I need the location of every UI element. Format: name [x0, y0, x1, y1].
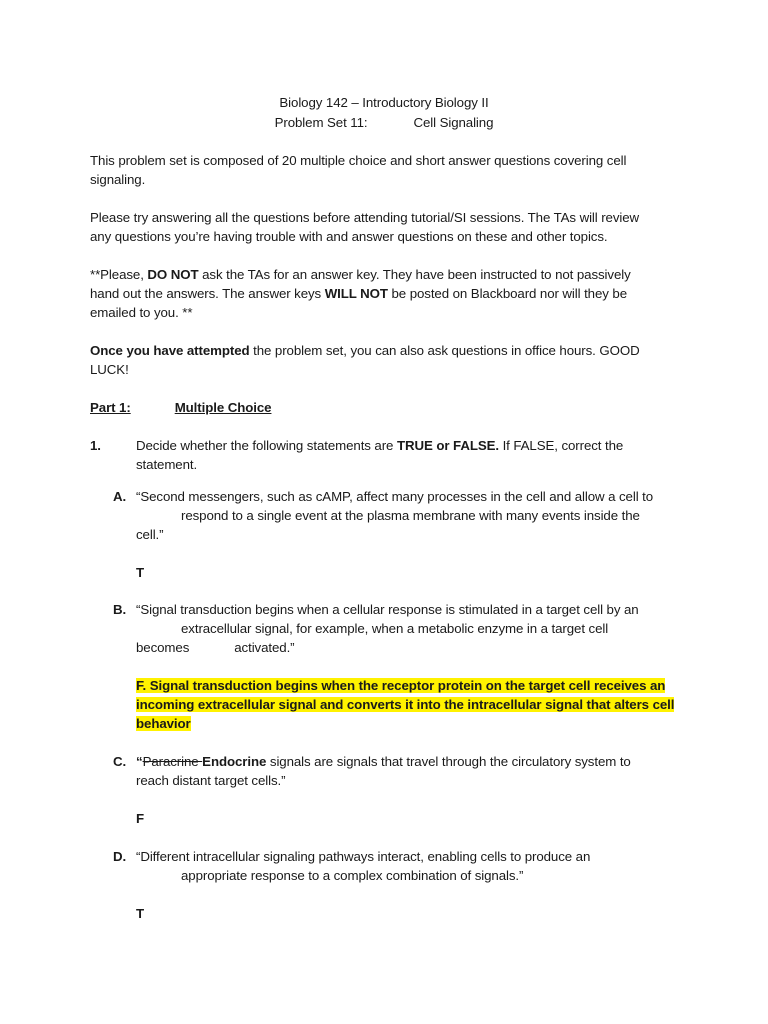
text-run: Decide whether the following statements are: [136, 438, 397, 453]
emphasis-once-attempted: Once you have attempted: [90, 343, 250, 358]
item-letter: B.: [113, 602, 127, 617]
course-title: Biology 142 – Introductory Biology II: [279, 95, 489, 110]
text-run: If FALSE, correct the: [498, 438, 624, 453]
item-b-answer-line-3: [136, 714, 191, 733]
item-c-line-2: reach distant target cells.”: [136, 773, 286, 788]
problem-set-title: [0, 113, 768, 132]
emphasis-will-not: WILL NOT: [324, 286, 388, 301]
item-a-line-3: cell.”: [136, 527, 164, 542]
intro-paragraph-2-line-1: Please try answering all the questions before attending tutorial/SI sessions. The TAs will review: [90, 210, 640, 225]
item-a-line-1: “Second messengers, such as cAMP, affect many processes in the cell and allow a cell to: [136, 489, 654, 504]
item-c-letter: [113, 752, 126, 771]
text-run: be posted on Blackboard nor will they be: [387, 286, 628, 301]
struck-text: Paracrine: [142, 754, 203, 769]
answer-text: T: [136, 906, 145, 921]
text-run: activated.”: [234, 640, 295, 655]
document-title: [0, 93, 768, 112]
highlighted-answer: F. Signal transduction begins when the receptor protein on the target cell receives an: [136, 678, 666, 693]
item-a-letter: [113, 487, 126, 506]
item-a-line-2: respond to a single event at the plasma membrane with many events inside the: [181, 508, 640, 523]
question-number: [90, 436, 101, 455]
item-d-line-1: “Different intracellular signaling pathways interact, enabling cells to produce an: [136, 849, 591, 864]
text-run: signals are signals that travel through the circulatory system to: [266, 754, 631, 769]
section-label: Part 1:: [90, 400, 131, 415]
item-c-line-1: [136, 752, 631, 771]
item-a-answer: [136, 563, 144, 582]
item-b-answer-line-1: [136, 676, 665, 695]
intro-paragraph-3-line-3: emailed to you. **: [90, 305, 193, 320]
item-d-line-2: appropriate response to a complex combination of signals.”: [181, 868, 524, 883]
item-b-line-3: [136, 638, 295, 657]
answer-text: T: [136, 565, 145, 580]
item-c-answer: [136, 809, 144, 828]
item-b-letter: [113, 600, 126, 619]
question-1-number: 1.: [90, 438, 101, 453]
problem-set-topic: Cell Signaling: [413, 115, 494, 130]
intro-paragraph-3-line-1: [90, 265, 631, 284]
intro-paragraph-2-line-2: any questions you’re having trouble with and answer questions on these and other topics.: [90, 229, 608, 244]
text-run: the problem set, you can also ask questions in office hours. GOOD: [249, 343, 640, 358]
text-run: ask the TAs for an answer key. They have been instructed to not passively: [198, 267, 631, 282]
item-letter: A.: [113, 489, 127, 504]
intro-paragraph-4-line-1: [90, 341, 640, 360]
item-letter: C.: [113, 754, 127, 769]
text-run: **Please,: [90, 267, 148, 282]
section-title: Multiple Choice: [174, 400, 272, 415]
highlighted-answer: behavior: [136, 716, 191, 731]
item-b-line-2: extracellular signal, for example, when a metabolic enzyme in a target cell: [181, 621, 609, 636]
item-d-letter: [113, 847, 126, 866]
problem-set-number: Problem Set 11:: [274, 115, 368, 130]
emphasis-do-not: DO NOT: [147, 267, 199, 282]
item-d-answer: [136, 904, 144, 923]
answer-text: F: [136, 811, 145, 826]
emphasis-true-or-false: TRUE or FALSE.: [396, 438, 499, 453]
intro-paragraph-4-line-2: LUCK!: [90, 362, 129, 377]
item-b-answer-line-2: [136, 695, 674, 714]
section-heading-part-1: [90, 398, 271, 417]
emphasis-endocrine: Endocrine: [202, 754, 267, 769]
question-1-prompt-line-1: [136, 436, 623, 455]
item-letter: D.: [113, 849, 127, 864]
text-run: hand out the answers. The answer keys: [90, 286, 325, 301]
highlighted-answer: incoming extracellular signal and converts it into the intracellular signal that alters cell: [136, 697, 675, 712]
question-1-prompt-line-2: statement.: [136, 457, 198, 472]
intro-paragraph-1-line-2: signaling.: [90, 172, 146, 187]
text-run: “: [136, 754, 143, 769]
intro-paragraph-3-line-2: [90, 284, 627, 303]
intro-paragraph-1-line-1: This problem set is composed of 20 multiple choice and short answer questions covering cell: [90, 153, 627, 168]
item-b-line-1: “Signal transduction begins when a cellular response is stimulated in a target cell by an: [136, 602, 639, 617]
text-run: becomes: [136, 640, 190, 655]
